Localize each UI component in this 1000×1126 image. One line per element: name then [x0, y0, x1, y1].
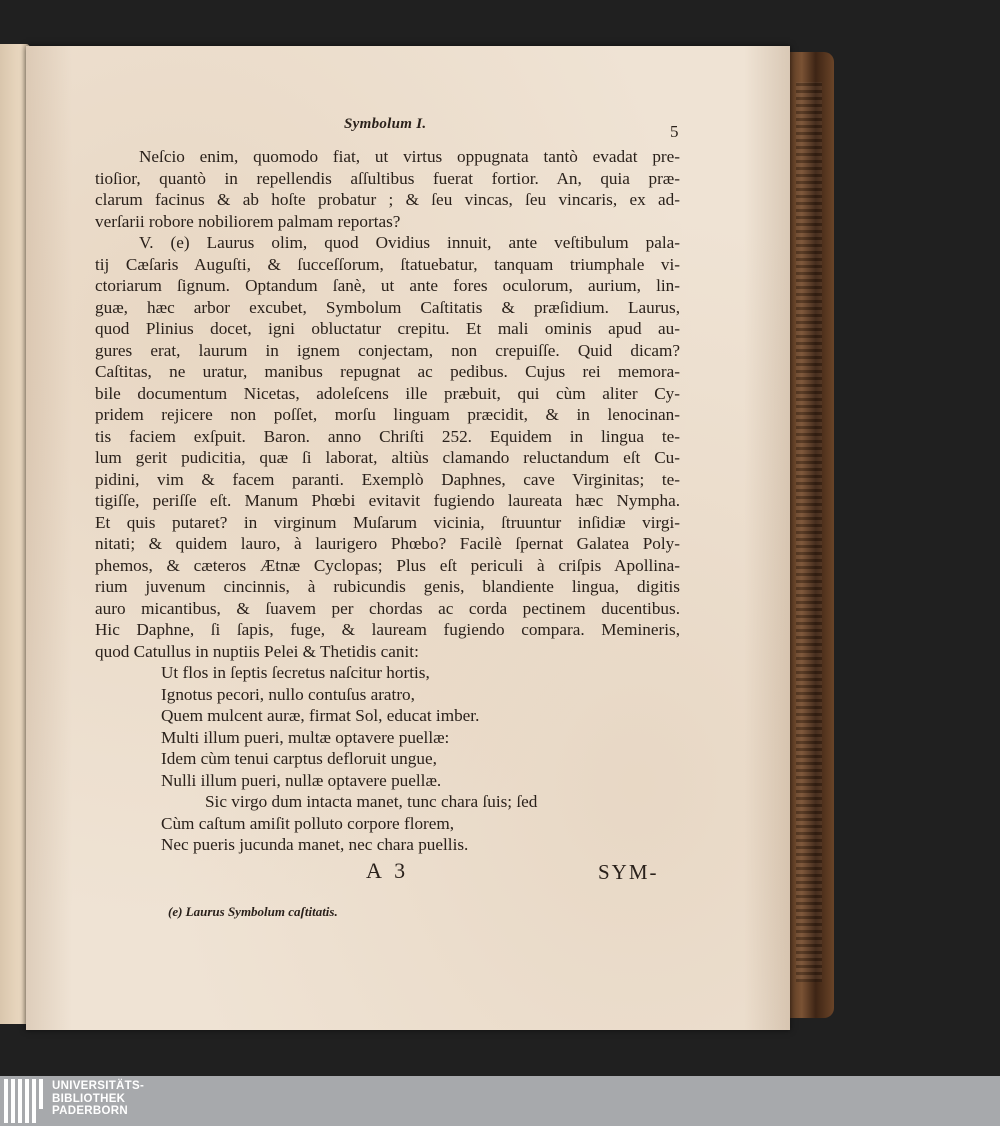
poem-line: Multi illum pueri, multæ optavere puellæ: [161, 727, 450, 747]
poem-line: Ignotus pecori, nullo contuſus aratro, [161, 684, 415, 704]
text-line: clarum facinus & ab hoſte probatur ; & ſeu vincas, ſeu vincaris, ex ad- [95, 190, 680, 209]
text-line: Et quis putaret? in virginum Muſarum vicinia, ſtruuntur inſidiæ virgi- [95, 512, 680, 532]
library-name [52, 1080, 144, 1118]
text-line: Neſcio enim, quomodo fiat, ut virtus oppugnata tantò evadat pre- [139, 147, 680, 166]
poem-line: Nulli illum pueri, nullæ optavere puellæ. [161, 770, 442, 790]
text-line: nitati; & quidem lauro, à laurigero Phœbo? Facilè ſpernat Galatea Poly- [95, 534, 680, 553]
text-line: guæ, hæc arbor excubet, Symbolum Caſtitatis & præſidium. Laurus, [95, 297, 680, 317]
text-line: tij Cæſaris Auguſti, & ſucceſſorum, ſtatuebatur, tanquam triumphale vi- [95, 254, 680, 274]
book-spine-edge [788, 52, 834, 1018]
text-line: lum gerit pudicitia, quæ ſi laborat, altiùs clamando reluctandum eſt Cu- [95, 448, 680, 467]
poem-line: Nec pueris jucunda manet, nec chara puellis. [161, 835, 469, 854]
text-line: auro micantibus, & ſuavem per chordas ac corda pectinem ducentibus. [95, 598, 680, 618]
library-name-line: UNIVERSITÄTS- [52, 1080, 145, 1092]
text-line: ctoriarum ſignum. Optandum ſanè, ut ante fores oculorum, aurium, lin- [95, 276, 680, 295]
library-name-line: PADERBORN [52, 1105, 128, 1117]
text-line: pidini, vim & facem paranti. Exemplò Daphnes, cave Virginitas; te- [95, 469, 680, 489]
catchword: SYM- [598, 860, 659, 884]
text-line: tioſior, quantò in repellendis aſſultibus fuerat fortior. An, quia præ- [95, 168, 680, 188]
text-line: bile documentum Nicetas, adoleſcens ille præbuit, qui cùm aliter Cy- [95, 383, 680, 403]
text-line: quod Plinius docet, igni obluctatur crepitu. Et mali ominis apud au- [95, 319, 680, 338]
text-line: tis faciem exſpuit. Baron. anno Chriſti 252. Equidem in lingua te- [95, 426, 680, 446]
library-footer-bar [0, 1076, 1000, 1126]
text-line: pridem rejicere non poſſet, morſu linguam præcidit, & in lenocinan- [95, 405, 680, 424]
library-name-line: BIBLIOTHEK [52, 1092, 126, 1105]
text-line: Hic Daphne, ſi ſapis, fuge, & lauream fugiendo compara. Memineris, [95, 620, 680, 639]
text-line: Caſtitas, ne uratur, manibus repugnat ac pedibus. Cujus rei memora- [95, 362, 680, 381]
signature-mark: A 3 [366, 858, 410, 883]
running-header: Symbolum I. [344, 116, 427, 132]
poem-line: Ut flos in ſeptis ſecretus naſcitur hortis, [161, 663, 430, 682]
text-line: tigiſſe, periſſe eſt. Manum Phœbi evitavit fugiendo laureata hæc Nympha. [95, 491, 680, 510]
text-line: quod Catullus in nuptiis Pelei & Thetidis canit: [95, 641, 419, 661]
text-line: rium juvenum cincinnis, à rubicundis genis, blandiente lingua, digitis [95, 577, 680, 596]
library-logo-icon [4, 1079, 46, 1123]
text-line: verſarii robore nobiliorem palmam reportas? [95, 211, 401, 231]
poem-line: Quem mulcent auræ, firmat Sol, educat imber. [161, 706, 480, 725]
page-number: 5 [670, 122, 679, 141]
body-text [95, 146, 680, 856]
footnote: (e) Laurus Symbolum caſtitatis. [168, 904, 338, 919]
poem-line: Sic virgo dum intacta manet, tunc chara ſuis; ſed [205, 792, 538, 811]
text-line: phemos, & cæteros Ætnæ Cyclopas; Plus eſt periculi à criſpis Apollina- [95, 555, 680, 575]
poem-line: Cùm caſtum amiſit polluto corpore florem, [161, 813, 455, 833]
text-line: V. (e) Laurus olim, quod Ovidius innuit, ante veſtibulum pala- [139, 233, 680, 252]
text-line: gures erat, laurum in ignem conjectam, non crepuiſſe. Quid dicam? [95, 340, 680, 360]
poem-line: Idem cùm tenui carptus defloruit ungue, [161, 749, 437, 768]
